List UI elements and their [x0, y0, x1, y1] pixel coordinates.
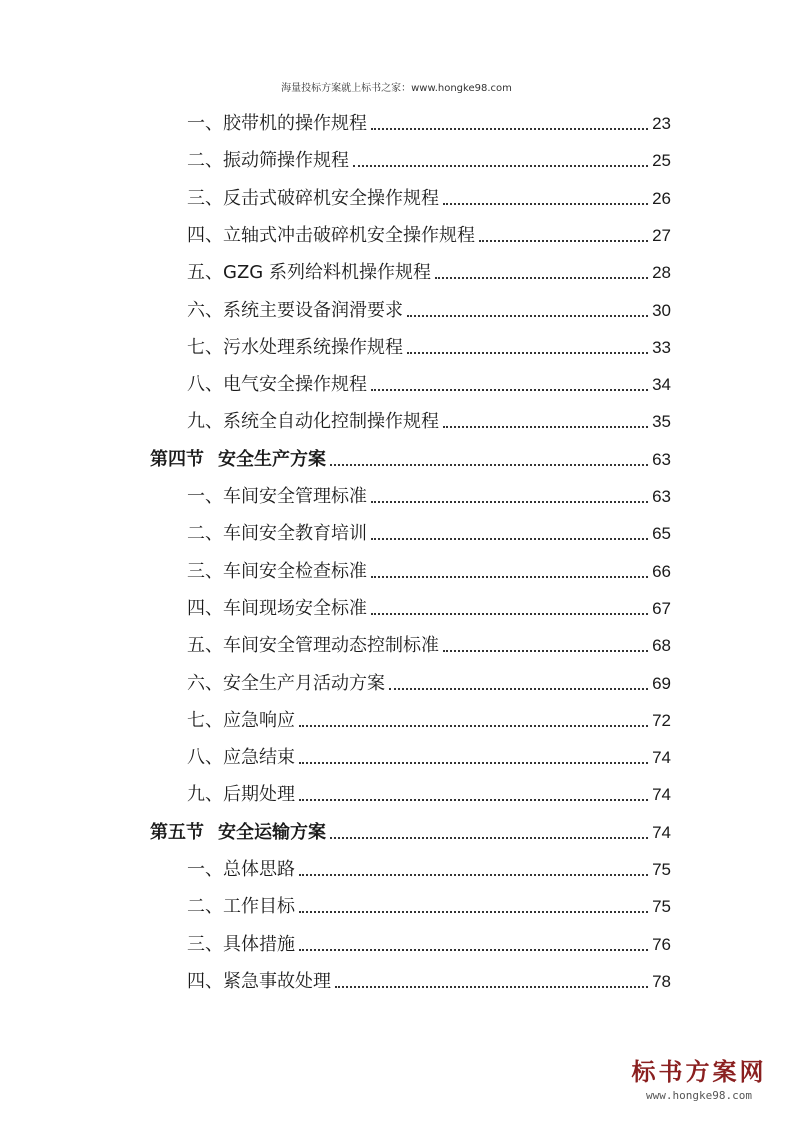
toc-entry[interactable] — [187, 103, 671, 135]
toc-page-number: 74 — [652, 822, 671, 842]
toc-entry[interactable] — [187, 961, 671, 993]
toc-entry-text: 车间安全管理标准 — [223, 486, 367, 507]
toc-entry-title — [187, 598, 367, 620]
toc-entry-text: 车间安全管理动态控制标准 — [223, 635, 439, 657]
toc-entry-title — [187, 859, 295, 881]
toc-entry-text: 系统全自动化控制操作规程 — [223, 411, 439, 433]
toc-page-number: 74 — [652, 785, 671, 805]
toc-page-number: 30 — [652, 300, 671, 320]
toc-entry-number: 四、 — [187, 970, 223, 992]
toc-entry-title — [187, 262, 431, 284]
toc-page-number: 68 — [652, 636, 671, 656]
toc-entry-title — [187, 225, 475, 247]
toc-entry[interactable] — [187, 178, 671, 210]
toc-dot-leader — [371, 576, 648, 578]
toc-dot-leader — [443, 426, 648, 428]
toc-entry-number: 三、 — [187, 933, 223, 955]
toc-entry-number: 四、 — [187, 597, 223, 619]
toc-entry[interactable] — [187, 327, 671, 359]
toc-page-number: 33 — [652, 337, 671, 357]
watermark-url: www.hongke98.com — [646, 1089, 752, 1102]
toc-entry-text: 车间现场安全标准 — [223, 597, 367, 619]
toc-entry-number: 八、 — [187, 747, 223, 769]
toc-entry-title — [187, 113, 367, 135]
toc-entry-number: 二、 — [187, 896, 223, 918]
toc-page-number: 27 — [652, 225, 671, 245]
toc-entry-title — [187, 411, 439, 433]
toc-entry[interactable] — [187, 924, 671, 956]
toc-entry[interactable] — [187, 215, 671, 247]
toc-entry-number: 第五节 — [150, 821, 204, 843]
toc-entry[interactable] — [187, 513, 671, 545]
toc-dot-leader — [299, 725, 648, 727]
toc-entry-number: 第四节 — [150, 448, 204, 470]
toc-page-number: 63 — [652, 487, 671, 506]
toc-dot-leader — [371, 538, 648, 540]
toc-dot-leader — [353, 165, 648, 167]
toc-page-number: 67 — [652, 598, 671, 618]
toc-entry[interactable] — [187, 663, 671, 695]
toc-entry-title — [187, 710, 295, 732]
toc-entry[interactable] — [187, 364, 671, 396]
toc-entry-number: 六、 — [187, 672, 223, 694]
toc-entry-title — [187, 673, 385, 695]
toc-entry-number: 三、 — [187, 187, 223, 209]
toc-entry-number: 一、 — [187, 486, 223, 507]
toc-entry[interactable] — [150, 439, 671, 471]
toc-page-number: 75 — [652, 860, 671, 879]
toc-page-number: 26 — [652, 188, 671, 208]
toc-entry-title — [187, 971, 331, 993]
toc-entry-text: 系统主要设备润滑要求 — [223, 299, 403, 321]
toc-page-number: 66 — [652, 561, 671, 581]
toc-entry-number: 九、 — [187, 784, 223, 806]
toc-entry-number: 五、 — [187, 635, 223, 657]
toc-entry-title — [150, 822, 326, 844]
toc-page-number: 23 — [652, 114, 671, 133]
toc-entry-text: 应急响应 — [223, 709, 295, 731]
toc-entry-text: 车间安全检查标准 — [223, 560, 367, 582]
toc-entry[interactable] — [187, 290, 671, 322]
toc-entry-text: 振动筛操作规程 — [223, 150, 349, 172]
toc-page-number: 74 — [652, 748, 671, 768]
toc-entry-text: GZG 系列给料机操作规程 — [223, 262, 431, 284]
toc-dot-leader — [299, 911, 648, 913]
toc-entry-title — [187, 300, 403, 322]
toc-entry-title — [187, 374, 367, 396]
toc-page-number: 34 — [652, 375, 671, 395]
toc-entry-text: 胶带机的操作规程 — [223, 113, 367, 134]
toc-page-number: 76 — [652, 934, 671, 954]
toc-entry[interactable] — [150, 812, 671, 844]
toc-entry[interactable] — [187, 140, 671, 172]
toc-entry-title — [187, 561, 367, 583]
toc-page-number: 78 — [652, 971, 671, 991]
toc-entry-number: 二、 — [187, 523, 223, 545]
toc-dot-leader — [330, 464, 648, 466]
toc-dot-leader — [299, 762, 648, 764]
toc-dot-leader — [371, 389, 648, 391]
toc-dot-leader — [299, 874, 648, 876]
toc-entry[interactable] — [187, 700, 671, 732]
toc-entry-text: 安全生产月活动方案 — [223, 672, 385, 694]
toc-page-number: 35 — [652, 412, 671, 432]
toc-dot-leader — [371, 128, 648, 130]
toc-dot-leader — [407, 315, 648, 317]
watermark-logo — [619, 1052, 779, 1102]
toc-page-number: 75 — [652, 897, 671, 917]
toc-entry-text: 立轴式冲击破碎机安全操作规程 — [223, 224, 475, 246]
toc-entry-number: 二、 — [187, 150, 223, 172]
toc-entry-title — [187, 747, 295, 769]
toc-dot-leader — [330, 837, 648, 839]
toc-entry-text: 反击式破碎机安全操作规程 — [223, 187, 439, 209]
toc-entry[interactable] — [187, 588, 671, 620]
toc-entry-number: 七、 — [187, 336, 223, 358]
toc-entry-text: 应急结束 — [223, 747, 295, 769]
toc-dot-leader — [371, 613, 648, 615]
toc-entry-text: 污水处理系统操作规程 — [223, 336, 403, 358]
toc-entry-title — [187, 635, 439, 657]
toc-entry[interactable] — [187, 625, 671, 657]
toc-page-number: 25 — [652, 151, 671, 171]
toc-dot-leader — [435, 277, 648, 279]
toc-entry-text: 工作目标 — [223, 896, 295, 918]
toc-entry[interactable] — [187, 737, 671, 769]
toc-dot-leader — [335, 986, 648, 988]
toc-entry-text: 安全生产方案 — [218, 448, 326, 470]
toc-entry-text: 电气安全操作规程 — [223, 374, 367, 396]
toc-page-number: 72 — [652, 710, 671, 730]
toc-dot-leader — [299, 799, 648, 801]
watermark-title: 标书方案网 — [631, 1057, 767, 1086]
toc-entry-title — [187, 523, 367, 545]
toc-entry-title — [187, 486, 367, 508]
toc-dot-leader — [443, 203, 648, 205]
toc-entry-title — [187, 896, 295, 918]
toc-dot-leader — [389, 688, 648, 690]
toc-dot-leader — [371, 501, 648, 503]
toc-entry-title — [187, 934, 295, 956]
toc-entry[interactable] — [187, 886, 671, 918]
toc-entry-text: 后期处理 — [223, 784, 295, 806]
toc-entry-title — [187, 784, 295, 806]
toc-page-number: 69 — [652, 673, 671, 693]
page-header: 海量投标方案就上标书之家：www.hongke98.com — [281, 83, 512, 94]
toc-entry[interactable] — [187, 849, 671, 881]
toc-entry-title — [187, 150, 349, 172]
toc-dot-leader — [443, 650, 648, 652]
toc-page-number: 28 — [652, 263, 671, 283]
toc-entry-number: 七、 — [187, 709, 223, 731]
toc-entry-text: 车间安全教育培训 — [223, 523, 367, 545]
toc-entry[interactable] — [187, 252, 671, 284]
toc-dot-leader — [299, 949, 648, 951]
toc-entry-number: 六、 — [187, 299, 223, 321]
toc-entry-text: 总体思路 — [223, 859, 295, 880]
toc-entry-number: 八、 — [187, 374, 223, 396]
toc-entry-number: 四、 — [187, 224, 223, 246]
toc-entry-title — [187, 337, 403, 359]
toc-entry-number: 九、 — [187, 411, 223, 433]
toc-entry-title — [150, 449, 326, 471]
toc-entry[interactable] — [187, 476, 671, 508]
toc-dot-leader — [407, 352, 648, 354]
toc-entry-title — [187, 188, 439, 210]
toc-entry-text: 紧急事故处理 — [223, 970, 331, 992]
toc-entry-number: 一、 — [187, 113, 223, 134]
toc-entry[interactable] — [187, 774, 671, 806]
toc-entry-number: 三、 — [187, 560, 223, 582]
toc-dot-leader — [479, 240, 648, 242]
toc-entry-text: 具体措施 — [223, 933, 295, 955]
toc-entry-number: 一、 — [187, 859, 223, 880]
toc-entry[interactable] — [187, 551, 671, 583]
toc-entry-text: 安全运输方案 — [218, 821, 326, 843]
toc-entry[interactable] — [187, 401, 671, 433]
toc-page-number: 65 — [652, 524, 671, 544]
toc-page-number: 63 — [652, 449, 671, 469]
toc-entry-number: 五、 — [187, 262, 223, 284]
